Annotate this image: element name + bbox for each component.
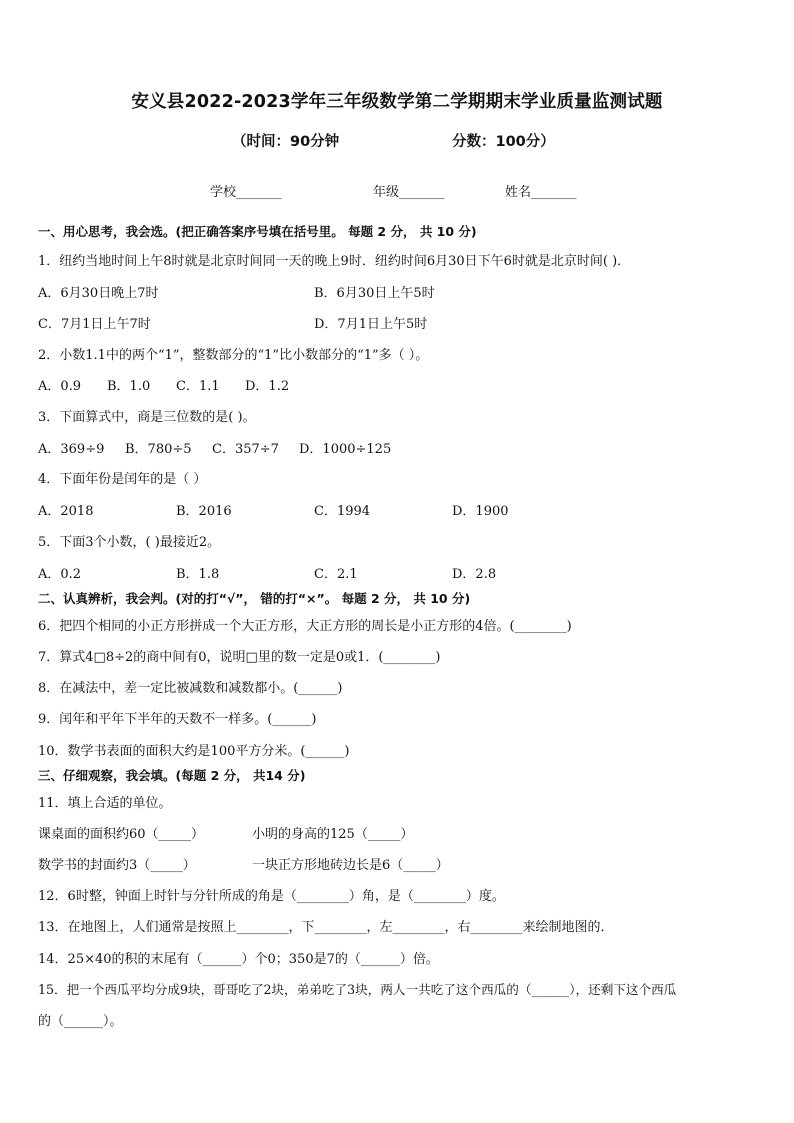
question-8: 8．在减法中，差一定比被减数和减数都小。(______) [38, 681, 343, 696]
question-12: 12．6时整，钟面上时针与分针所成的角是（________）角，是（________）度。 [38, 889, 505, 904]
q5-option-b: B．1.8 [176, 567, 220, 582]
question-5: 5．下面3个小数，( )最接近2。 [38, 535, 221, 550]
q1-option-b: B．6月30日上午5时 [314, 286, 435, 301]
score-info: 分数：100分） [452, 134, 555, 150]
question-1: 1．纽约当地时间上午8时就是北京时间同一天的晚上9时．纽约时间6月30日下午6时就是北京时间( )． [38, 254, 631, 269]
q11-item-a: 课桌面的面积约60（_____） [38, 827, 205, 842]
name-field: 姓名_______ [505, 185, 577, 200]
q5-option-a: A．0.2 [38, 567, 82, 582]
question-14: 14．25×40的积的末尾有（______）个0；350是7的（______）倍。 [38, 952, 439, 967]
q3-option-b: B．780÷5 [125, 442, 192, 457]
q5-option-d: D．2.8 [452, 567, 497, 582]
question-7: 7．算式4□8÷2的商中间有0，说明□里的数一定是0或1．(________) [38, 650, 441, 665]
question-9: 9．闰年和平年下半年的天数不一样多。(______) [38, 712, 317, 727]
school-field: 学校_______ [210, 185, 282, 200]
q11-item-d: 一块正方形地砖边长是6（_____） [252, 858, 449, 873]
q3-option-a: A．369÷9 [38, 442, 105, 457]
exam-title: 安义县2022-2023学年三年级数学第二学期期末学业质量监测试题 [131, 92, 663, 112]
section-heading-3: 三、仔细观察，我会填。(每题 2 分， 共14 分) [38, 768, 306, 783]
q11-item-b: 小明的身高的125（_____） [252, 827, 414, 842]
question-15: 15．把一个西瓜平均分成9块，哥哥吃了2块，弟弟吃了3块，两人一共吃了这个西瓜的（______），还剩下这个西瓜 [38, 982, 677, 997]
section-heading-2: 二、认真辨析，我会判。(对的打“√”， 错的打“×”。 每题 2 分， 共 10 分) [38, 591, 471, 606]
question-4: 4．下面年份是闰年的是（ ） [38, 472, 207, 487]
question-15-continued: 的（______）。 [38, 1014, 123, 1029]
question-10: 10．数学书表面的面积大约是100平方分米。(______) [38, 744, 350, 759]
section-heading-1: 一、用心思考，我会选。(把正确答案序号填在括号里。 每题 2 分， 共 10 分) [38, 224, 477, 239]
q1-option-a: A．6月30日晚上7时 [38, 286, 159, 301]
q4-option-a: A．2018 [38, 504, 94, 519]
grade-field: 年级_______ [373, 185, 445, 200]
q4-option-b: B．2016 [176, 504, 232, 519]
q2-option-a: A．0.9 [38, 379, 82, 394]
question-6: 6．把四个相同的小正方形拼成一个大正方形，大正方形的周长是小正方形的4倍。(________) [38, 619, 572, 634]
q3-option-c: C．357÷7 [212, 442, 279, 457]
q4-option-c: C．1994 [314, 504, 371, 519]
q2-option-b: B．1.0 [107, 379, 151, 394]
q5-option-c: C．2.1 [314, 567, 358, 582]
question-11: 11．填上合适的单位。 [38, 796, 172, 811]
q11-item-c: 数学书的封面约3（_____） [38, 858, 196, 873]
question-2: 2．小数1.1中的两个“1”，整数部分的“1”比小数部分的“1”多（ ）。 [38, 348, 429, 363]
q4-option-d: D．1900 [452, 504, 509, 519]
time-info: （时间：90分钟 [232, 134, 340, 150]
q2-option-c: C．1.1 [176, 379, 220, 394]
question-13: 13．在地图上，人们通常是按照上________，下________，左________，右________来绘制地图的． [38, 920, 614, 935]
question-3: 3．下面算式中，商是三位数的是( )。 [38, 410, 256, 425]
q1-option-c: C．7月1日上午7时 [38, 317, 151, 332]
q3-option-d: D．1000÷125 [299, 442, 392, 457]
q2-option-d: D．1.2 [245, 379, 290, 394]
q1-option-d: D．7月1日上午5时 [314, 317, 428, 332]
